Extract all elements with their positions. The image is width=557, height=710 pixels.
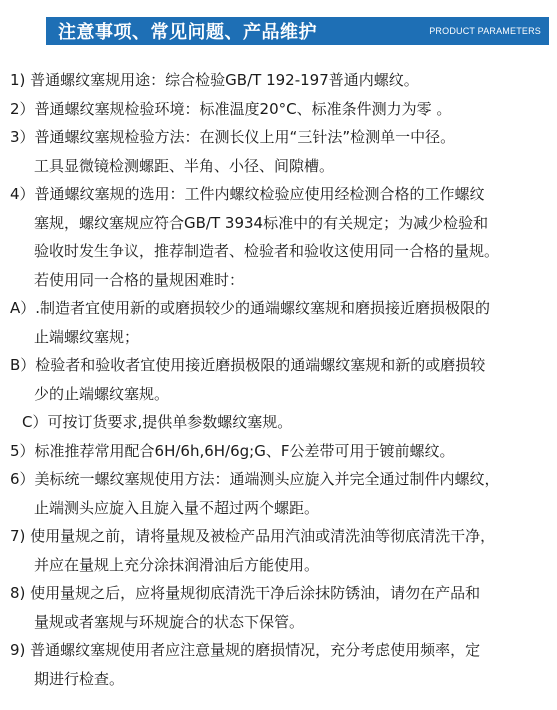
note-line-continued: 止端测头应旋入且旋入量不超过两个螺距。 <box>34 498 320 517</box>
note-line: 6）美标统一螺纹塞规使用方法：通端测头应旋入并完全通过制件内螺纹， <box>10 470 500 488</box>
note-line: 5）标准推荐常用配合6H/6h,6H/6g;G、F公差带可用于镀前螺纹。 <box>10 441 455 460</box>
note-line: 8) 使用量规之后，应将量规彻底清洗干净后涂抹防锈油，请勿在产品和 <box>10 584 481 602</box>
note-item-a <box>10 294 547 351</box>
section-header <box>46 17 549 45</box>
note-line-continued: 并应在量规上充分涂抹润滑油后方能使用。 <box>34 555 320 574</box>
note-item-4 <box>10 180 547 294</box>
note-item-8 <box>10 579 547 636</box>
note-item-7 <box>10 522 547 579</box>
note-line-continued: 塞规，螺纹塞规应符合GB/T 3934标准中的有关规定；为减少检验和 <box>34 213 489 232</box>
note-line: 1) 普通螺纹塞规用途：综合检验GB/T 192-197普通内螺纹。 <box>10 71 419 89</box>
note-line: 3）普通螺纹塞规检验方法：在测长仪上用“三针法”检测单一中径。 <box>10 128 456 146</box>
note-line-continued: 止端螺纹塞规； <box>34 327 140 346</box>
note-line: 2）普通螺纹塞规检验环境：标准温度20°C、标准条件测力为零 。 <box>10 99 452 118</box>
note-line: 9) 普通螺纹塞规使用者应注意量规的磨损情况，充分考虑使用频率，定 <box>10 641 481 659</box>
note-line: 4）普通螺纹塞规的选用：工件内螺纹检验应使用经检测合格的工作螺纹 <box>10 185 485 203</box>
note-line: B）检验者和验收者宜使用接近磨损极限的通端螺纹塞规和新的或磨损较 <box>10 356 486 374</box>
note-item-c <box>10 408 547 437</box>
note-item-6 <box>10 465 547 522</box>
note-line-continued: 少的止端螺纹塞规。 <box>34 384 170 403</box>
note-line-continued: 工具显微镜检测螺距、半角、小径、间隙槽。 <box>34 156 335 175</box>
note-line-continued: 量规或者塞规与环规旋合的状态下保管。 <box>34 612 305 631</box>
note-item-b <box>10 351 547 408</box>
note-line-continued: 期进行检查。 <box>34 669 125 688</box>
note-item-9 <box>10 636 547 693</box>
note-item-3 <box>10 123 547 180</box>
note-line: C）可按订货要求,提供单参数螺纹塞规。 <box>22 413 293 431</box>
note-line-continued: 若使用同一合格的量规困难时： <box>34 270 245 289</box>
section-subtitle: PRODUCT PARAMETERS <box>429 26 541 36</box>
note-item-2 <box>10 95 547 124</box>
section-title: 注意事项、常见问题、产品维护 <box>58 22 317 43</box>
note-line: A）.制造者宜使用新的或磨损较少的通端螺纹塞规和磨损接近磨损极限的 <box>10 299 491 317</box>
note-line: 7) 使用量规之前，请将量规及被检产品用汽油或清洗油等彻底清洗干净， <box>10 527 496 545</box>
notes-list <box>10 66 547 693</box>
note-line-continued: 验收时发生争议，推荐制造者、检验者和验收这使用同一合格的量规。 <box>34 242 500 260</box>
note-item-5 <box>10 437 547 466</box>
note-item-1 <box>10 66 547 95</box>
